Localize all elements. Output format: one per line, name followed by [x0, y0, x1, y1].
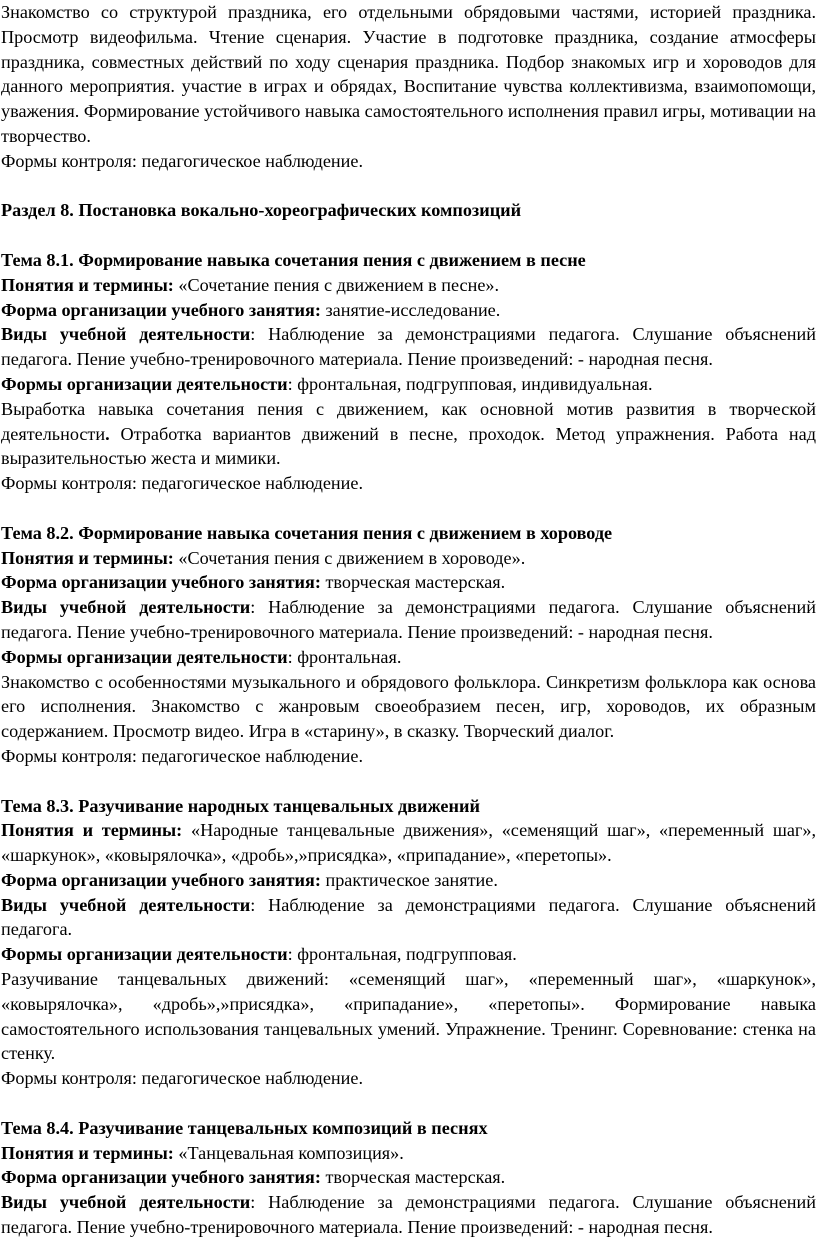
spacer [1, 223, 816, 248]
form-value: занятие-исследование. [320, 299, 501, 320]
spacer [1, 496, 816, 521]
topic-title: Тема 8.2. Формирование навыка сочетания пения с движением в хороводе [1, 522, 613, 543]
topic-org [1, 645, 816, 670]
spacer [1, 769, 816, 794]
spacer [1, 174, 816, 199]
topic-activity [1, 595, 816, 645]
spacer [1, 1091, 816, 1116]
activity-label: Виды учебной деятельности [1, 324, 251, 345]
topic-title: Тема 8.3. Разучивание народных танцевальных движений [1, 795, 480, 816]
topic-control: Формы контроля: педагогическое наблюдение. [1, 1068, 363, 1089]
form-label: Форма организации учебного занятия: [1, 1167, 321, 1188]
activity-label: Виды учебной деятельности [1, 597, 251, 618]
intro-control: Формы контроля: педагогическое наблюдение. [1, 150, 363, 171]
org-value: : фронтальная. [287, 646, 402, 667]
topic-text-b: . [105, 423, 110, 444]
topic-text: Разучивание танцевальных движений: «семенящий шаг», «переменный шаг», «шаркунок», «ковырялочка», «дробь»,»присядка», «припадание», «перетопы». Формирование навыка самостоятельного использования танцевальных умений. Упражнение. Тренинг. Соревнование: стенка на стенку. [1, 969, 816, 1064]
concepts-value: «Сочетания пения с движением в хороводе». [173, 547, 526, 568]
org-label: Формы организации деятельности [1, 944, 288, 965]
concepts-value: «Народные танцевальные движения», «семенящий шаг», «переменный шаг», «шаркунок», «ковырялочка», «дробь»,»присядка», «припадание», «перетопы». [1, 820, 816, 866]
org-value: : фронтальная, подгрупповая, индивидуальная. [287, 373, 653, 394]
topic-text [1, 397, 816, 471]
topic-org [1, 942, 816, 967]
org-label: Формы организации деятельности [1, 646, 288, 667]
topic-concepts [1, 818, 816, 868]
topic-form [1, 298, 816, 323]
activity-value: : Наблюдение за демонстрациями педагога. Слушание объяснений педагога. Пение учебно-тренировочного материала. Пение произведений: - народная песня. [1, 597, 816, 642]
concepts-label: Понятия и термины: [1, 274, 174, 295]
topic-title: Тема 8.4. Разучивание танцевальных композиций в песнях [1, 1117, 488, 1138]
org-label: Формы организации деятельности [1, 373, 288, 394]
concepts-value: «Танцевальная композиция». [173, 1142, 404, 1163]
activity-value: : Наблюдение за демонстрациями педагога. Слушание объяснений педагога. Пение учебно-тренировочного материала. Пение произведений: - народная песня. [1, 324, 816, 370]
form-label: Форма организации учебного занятия: [1, 299, 321, 320]
concepts-label: Понятия и термины: [1, 820, 183, 841]
form-value: творческая мастерская. [320, 1167, 506, 1188]
topic-org [1, 372, 816, 397]
intro-paragraph: Знакомство со структурой праздника, его отдельными обрядовыми частями, историей праздника. Просмотр видеофильма. Чтение сценария. Участие в подготовке праздника, создание атмосферы праздника, совместных действий по ходу сценария праздника. Подбор знакомых игр и хороводов для данного мероприятия. участие в играх и обрядах, Воспитание чувства коллективизма, взаимопомощи, уважения. Формирование устойчивого навыка самостоятельного исполнения правил игры, мотивации на творчество. [1, 2, 816, 146]
activity-label: Виды учебной деятельности [1, 1192, 251, 1213]
topic-text: Знакомство с особенностями музыкального и обрядового фольклора. Синкретизм фольклора как основа его исполнения. Знакомство с жанровым своеобразием песен, игр, хороводов, их образным содержанием. Просмотр видео. Игра в «старину», в сказку. Творческий диалог. [1, 671, 816, 742]
topic-activity [1, 322, 816, 372]
topic-form [1, 1165, 816, 1190]
form-label: Форма организации учебного занятия: [1, 869, 321, 890]
topic-form [1, 570, 816, 595]
activity-value: : Наблюдение за демонстрациями педагога. Слушание объяснений педагога. [1, 894, 816, 940]
topic-text-a: Выработка навыка сочетания пения с движением, как основной мотив развития в творческой деятельности [1, 398, 816, 444]
topic-control: Формы контроля: педагогическое наблюдение. [1, 473, 363, 494]
concepts-value: «Сочетание пения с движением в песне». [173, 274, 500, 295]
topic-text-c: Отработка вариантов движений в песне, проходок. Метод упражнения. Работа над выразительностью жеста и мимики. [1, 423, 816, 469]
form-value: практическое занятие. [320, 869, 498, 890]
topic-activity [1, 893, 816, 943]
concepts-label: Понятия и термины: [1, 547, 174, 568]
activity-label: Виды учебной деятельности [1, 894, 251, 915]
topic-activity [1, 1190, 816, 1240]
topic-concepts [1, 546, 816, 571]
form-label: Форма организации учебного занятия: [1, 572, 321, 593]
org-value: : фронтальная, подгрупповая. [287, 944, 517, 965]
section-title: Раздел 8. Постановка вокально-хореографических композиций [1, 200, 522, 221]
topic-form [1, 868, 816, 893]
form-value: творческая мастерская. [320, 572, 506, 593]
topic-concepts [1, 1141, 816, 1166]
concepts-label: Понятия и термины: [1, 1142, 174, 1163]
activity-value: : Наблюдение за демонстрациями педагога. Слушание объяснений педагога. Пение учебно-тренировочного материала. Пение произведений: - народная песня. [1, 1192, 816, 1238]
topic-title: Тема 8.1. Формирование навыка сочетания пения с движением в песне [1, 249, 586, 270]
topic-concepts [1, 273, 816, 298]
topic-control: Формы контроля: педагогическое наблюдение. [1, 745, 363, 766]
